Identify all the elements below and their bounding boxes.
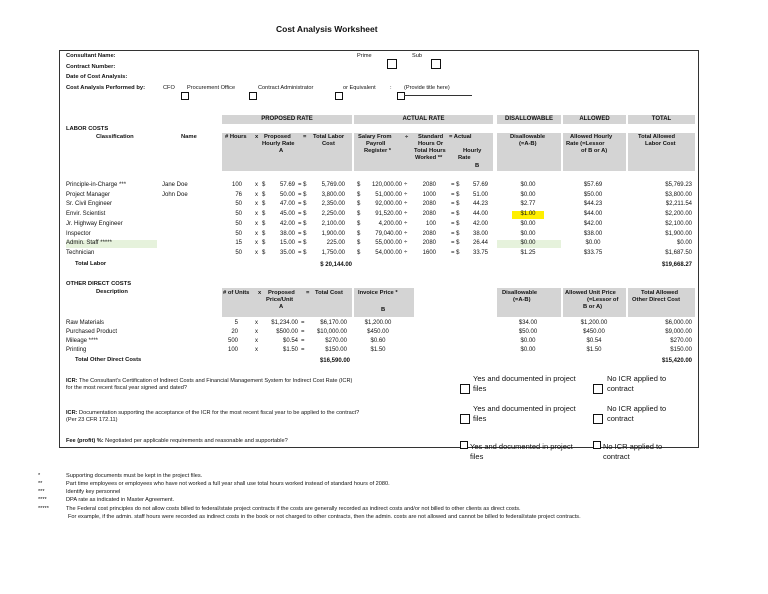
fee-yes-text: Yes and documented in project files xyxy=(470,442,573,461)
odc-x-cell: x xyxy=(255,347,258,353)
fee-no-text: No ICR applied to contract xyxy=(603,442,663,461)
classification-cell: Principle-in-Charge *** xyxy=(66,182,127,188)
odc-allowed-header2: (=Lessor of xyxy=(587,297,619,303)
icr2-no-checkbox[interactable] xyxy=(593,414,603,424)
provide-title-label: (Provide title here) xyxy=(404,85,450,91)
fee-no-label xyxy=(603,441,689,461)
icr-label-1: ICR: xyxy=(66,378,78,384)
fee-no-checkbox[interactable] xyxy=(593,441,601,449)
x-cell: x xyxy=(255,182,258,188)
actual-rate-header: ACTUAL RATE xyxy=(354,115,493,124)
dollar-cell: $ xyxy=(262,221,266,227)
odc-x-header: x xyxy=(258,290,262,296)
total-cell: $2,200.00 xyxy=(665,211,692,217)
odc-x-cell: x xyxy=(255,338,258,344)
div-header: ÷ xyxy=(405,134,409,140)
labor-total-header: Total Allowed xyxy=(638,134,676,140)
contract-admin-label: Contract Administrator xyxy=(258,85,314,91)
dollar-cell: $ xyxy=(262,240,266,246)
allowed-cell: $33.75 xyxy=(583,250,603,256)
actual-header: = Actual xyxy=(449,134,472,140)
std-hours-cell: 1000 xyxy=(422,192,436,198)
date-of-analysis-label: Date of Cost Analysis: xyxy=(66,74,128,80)
classification-cell: Envir. Scientist xyxy=(66,211,106,217)
equivalent-checkbox[interactable] xyxy=(397,92,405,100)
odc-allowed-cell: $0.54 xyxy=(586,338,602,344)
div-cell: ÷ xyxy=(404,221,408,227)
total-cell: $1,687.50 xyxy=(665,250,692,256)
div-cell: ÷ xyxy=(404,182,408,188)
actual-rate-cell: 26.44 xyxy=(472,240,488,246)
dollar-cell: $ xyxy=(262,182,266,188)
odc-proposed-header: Proposed xyxy=(268,290,295,296)
x-cell: x xyxy=(255,201,258,207)
footnote-text: Part time employees or employees who have not worked a full year shall use total hours worked instead of standard hours of 2080. xyxy=(66,481,390,487)
icr1-yes-checkbox[interactable] xyxy=(460,384,470,394)
allowed-cell: $38.00 xyxy=(583,231,603,237)
div-cell: ÷ xyxy=(404,250,408,256)
hours-cell: 50 xyxy=(235,211,242,217)
std-hours-cell: 2080 xyxy=(422,240,436,246)
odc-units-cell: 100 xyxy=(227,347,238,353)
page-title: Cost Analysis Worksheet xyxy=(276,24,378,34)
dollar-cell: $ xyxy=(262,201,266,207)
hours-or-header: Hours Or xyxy=(418,141,444,147)
labor-cost-cell: 2,100.00 xyxy=(321,221,345,227)
equivalent-label: or Equivalent xyxy=(343,85,376,91)
classification-cell: Admin. Staff ***** xyxy=(66,240,112,246)
icr-question-1 xyxy=(66,379,352,385)
fee-label: Fee (profit) %: xyxy=(66,438,104,444)
std-hours-cell: 1600 xyxy=(422,250,436,256)
proposed-rate-cell: 47.00 xyxy=(279,201,295,207)
hours-cell: 50 xyxy=(235,221,242,227)
icr-label-2: ICR: xyxy=(66,410,78,416)
x-cell: x xyxy=(255,221,258,227)
odc-units-cell: 500 xyxy=(227,338,238,344)
total-labor-allowed: $19,668.27 xyxy=(661,262,692,268)
icr-text-2: Documentation supporting the acceptance of the ICR for the most recent fiscal year to be applied to the contract? xyxy=(77,410,360,416)
hours-header: # Hours xyxy=(225,134,247,140)
odc-total-cell: $6,000.00 xyxy=(665,320,692,326)
name-cell: Jane Doe xyxy=(162,182,188,188)
disallowable-cell: $1.00 xyxy=(520,211,536,217)
description-header: Description xyxy=(96,289,128,295)
labor-cost-cell: 2,350.00 xyxy=(321,201,345,207)
standard-header: Standard xyxy=(418,134,444,140)
odc-dis-cell: $0.00 xyxy=(520,347,536,353)
proposed-rate-header: PROPOSED RATE xyxy=(222,115,352,124)
div-cell: ÷ xyxy=(404,231,408,237)
classification-cell: Technician xyxy=(66,250,95,256)
odc-total-cell: $9,000.00 xyxy=(665,329,692,335)
sub-checkbox[interactable] xyxy=(431,59,441,69)
classification-cell: Project Manager xyxy=(66,192,111,198)
salary-header: Salary From xyxy=(358,134,392,140)
footnote-text: Identify key personnel xyxy=(66,489,121,495)
eq-dollar-cell2: = $ xyxy=(451,221,460,227)
div-cell: ÷ xyxy=(404,240,408,246)
proposed-label: Proposed xyxy=(264,134,291,140)
disallowable-cell: $0.00 xyxy=(520,182,536,188)
worked-header: Worked ** xyxy=(415,155,443,161)
disallowable-cell: $0.00 xyxy=(520,221,536,227)
footnote-mark: * xyxy=(38,473,41,479)
x-cell: x xyxy=(255,240,258,246)
salary-dollar-cell: $ xyxy=(357,221,361,227)
classification-cell: Inspector xyxy=(66,231,91,237)
invoice-header: Invoice Price * xyxy=(358,290,398,296)
cost-header: Cost xyxy=(322,141,335,147)
eq-dollar-cell2: = $ xyxy=(451,201,460,207)
odc-description-cell: Mileage **** xyxy=(66,338,99,344)
div-cell: ÷ xyxy=(404,192,408,198)
proposed-rate-cell: 38.00 xyxy=(279,231,295,237)
odc-price-unit-header: Price/Unit xyxy=(266,297,294,303)
odc-description-cell: Printing xyxy=(66,347,87,353)
odc-cost-cell: $10,000.00 xyxy=(316,329,347,335)
salary-dollar-cell: $ xyxy=(357,211,361,217)
odc-invoice-cell: $1.50 xyxy=(370,347,386,353)
icr1-no-checkbox[interactable] xyxy=(593,384,603,394)
hours-cell: 76 xyxy=(235,192,242,198)
labor-cost-cell: 1,900.00 xyxy=(321,231,345,237)
icr2-yes-label xyxy=(473,404,583,425)
total-odc-proposed: $16,590.00 xyxy=(319,358,350,364)
odc-dis-header2: (=A-B) xyxy=(513,297,531,303)
icr2-no-label xyxy=(607,404,689,425)
footnote-mark: ***** xyxy=(38,506,49,512)
procurement-checkbox[interactable] xyxy=(249,92,257,100)
std-hours-cell: 2080 xyxy=(422,182,436,188)
x-cell: x xyxy=(255,192,258,198)
units-header: # of Units xyxy=(223,290,250,296)
odc-price-cell: $500.00 xyxy=(276,329,298,335)
odc-dis-cell: $0.00 xyxy=(520,338,536,344)
odc-total-cell: $150.00 xyxy=(670,347,692,353)
odc-invoice-cell: $1,200.00 xyxy=(364,320,392,326)
salary-cell: 51,000.00 xyxy=(375,192,402,198)
disallowable-cell: $0.00 xyxy=(520,192,536,198)
actual-rate-cell: 51.00 xyxy=(472,192,488,198)
icr-question-1b: for the most recent fiscal year signed and dated? xyxy=(66,385,187,391)
prime-label: Prime xyxy=(357,53,372,59)
salary-cell: 91,520.00 xyxy=(375,211,402,217)
hourly-header: Hourly xyxy=(463,148,482,154)
disallowable-cell: $1.25 xyxy=(520,250,536,256)
labor-cost-cell: 225.00 xyxy=(326,240,345,246)
classification-header: Classification xyxy=(96,134,134,140)
dollar-cell: $ xyxy=(262,231,266,237)
disallowable-cell: $0.00 xyxy=(520,231,536,237)
footnote-mark: ** xyxy=(38,481,43,487)
eq-header: = xyxy=(303,134,307,140)
eq-dollar-cell: = $ xyxy=(298,231,307,237)
labor-allowed-header: Allowed Hourly xyxy=(570,134,613,140)
salary-dollar-cell: $ xyxy=(357,182,361,188)
odc-total-header2: Other Direct Cost xyxy=(632,297,680,303)
icr2-yes-text: Yes and documented in project files xyxy=(473,404,576,423)
labor-allowed-header3: of B or A) xyxy=(581,148,608,154)
cfo-label: CFO xyxy=(163,85,175,91)
salary-dollar-cell: $ xyxy=(357,250,361,256)
fee-question xyxy=(66,439,288,445)
odc-total-cell: $270.00 xyxy=(670,338,692,344)
actual-rate-cell: 44.00 xyxy=(472,211,488,217)
odc-dis-cell: $50.00 xyxy=(518,329,538,335)
register-header: Register * xyxy=(364,148,392,154)
footnote-text: Supporting documents must be kept in the project files. xyxy=(66,473,203,479)
odc-allowed-cell: $1,200.00 xyxy=(580,320,608,326)
labor-cost-cell: 3,800.00 xyxy=(321,192,345,198)
fee-text: Negotiated per applicable requirements and reasonable and supportable? xyxy=(103,438,288,444)
footnote-mark: *** xyxy=(38,489,45,495)
icr2-no-text: No ICR applied to contract xyxy=(607,404,667,423)
icr1-yes-text: Yes and documented in project files xyxy=(473,374,576,393)
procurement-office-label: Procurement Office xyxy=(187,85,236,91)
salary-dollar-cell: $ xyxy=(357,231,361,237)
proposed-rate-cell: 50.00 xyxy=(279,192,295,198)
icr1-no-text: No ICR applied to contract xyxy=(607,374,667,393)
eq-dollar-cell: = $ xyxy=(298,192,307,198)
odc-dis-cell: $34.00 xyxy=(518,320,538,326)
salary-cell: 92,000.00 xyxy=(375,201,402,207)
odc-dis-header: Disallowable xyxy=(502,290,538,296)
icr-question-2b: (Per 23 CFR 172.11) xyxy=(66,417,118,423)
salary-cell: 4,200.00 xyxy=(378,221,402,227)
odc-a-header: A xyxy=(279,304,284,310)
eq-dollar-cell: = $ xyxy=(298,201,307,207)
allowed-cell: $44.23 xyxy=(583,201,603,207)
actual-rate-cell: 57.69 xyxy=(472,182,488,188)
labor-cost-cell: 2,250.00 xyxy=(321,211,345,217)
div-cell: ÷ xyxy=(404,211,408,217)
labor-cost-cell: 1,750.00 xyxy=(321,250,345,256)
eq-dollar-cell2: = $ xyxy=(451,231,460,237)
labor-cost-cell: 5,769.00 xyxy=(321,182,345,188)
allowed-cell: $42.00 xyxy=(583,221,603,227)
x-cell: x xyxy=(255,250,258,256)
odc-heading: OTHER DIRECT COSTS xyxy=(66,281,132,287)
disallowable-header: DISALLOWABLE xyxy=(497,115,561,124)
classification-cell: Jr. Highway Engineer xyxy=(66,221,123,227)
hours-cell: 100 xyxy=(231,182,242,188)
labor-total-header2: Labor Cost xyxy=(645,141,676,147)
odc-allowed-header3: B or A) xyxy=(583,304,603,310)
total-cell: $5,769.23 xyxy=(665,182,692,188)
actual-rate-cell: 42.00 xyxy=(472,221,488,227)
contract-number-label: Contract Number: xyxy=(66,64,116,70)
icr2-yes-checkbox[interactable] xyxy=(460,414,470,424)
odc-units-cell: 20 xyxy=(231,329,238,335)
x-header: x xyxy=(255,134,259,140)
proposed-rate-cell: 45.00 xyxy=(279,211,295,217)
odc-eq-cell: = xyxy=(301,338,305,344)
allowed-cell: $44.00 xyxy=(583,211,603,217)
x-cell: x xyxy=(255,211,258,217)
contract-admin-checkbox[interactable] xyxy=(335,92,343,100)
total-cell: $2,211.54 xyxy=(665,201,692,207)
eq-dollar-cell2: = $ xyxy=(451,250,460,256)
odc-x-cell: x xyxy=(255,320,258,326)
icr-question-2 xyxy=(66,411,359,417)
odc-eq-cell: = xyxy=(301,320,305,326)
total-header: TOTAL xyxy=(628,115,695,124)
odc-allowed-header: Allowed Unit Price xyxy=(565,290,616,296)
rate-header: Rate xyxy=(458,155,471,161)
fee-yes-label xyxy=(470,441,582,461)
name-header: Name xyxy=(181,134,197,140)
hours-cell: 50 xyxy=(235,231,242,237)
odc-cost-cell: $150.00 xyxy=(325,347,347,353)
total-labor-header: Total Labor xyxy=(313,134,345,140)
proposed-hourly-header xyxy=(264,135,291,141)
std-hours-cell: 2080 xyxy=(422,201,436,207)
std-hours-cell: 2080 xyxy=(422,211,436,217)
odc-description-cell: Purchased Product xyxy=(66,329,118,335)
icr1-no-label xyxy=(607,374,689,399)
dollar-cell: $ xyxy=(262,211,266,217)
total-odc-label: Total Other Direct Costs xyxy=(75,357,142,363)
odc-cost-cell: $270.00 xyxy=(325,338,347,344)
name-cell: John Doe xyxy=(162,192,188,198)
allowed-cell: $50.00 xyxy=(583,192,603,198)
icr-text-1: The Consultant's Certification of Indirect Costs and Financial Management System for Indirect Cost Rate (ICR) xyxy=(77,378,353,384)
eq-dollar-cell: = $ xyxy=(298,240,307,246)
fee-yes-checkbox[interactable] xyxy=(460,441,468,449)
proposed-rate-cell: 57.69 xyxy=(279,182,295,188)
odc-eq-cell: = xyxy=(301,347,305,353)
total-labor-label: Total Labor xyxy=(75,261,107,267)
dollar-cell: $ xyxy=(262,192,266,198)
title-underline xyxy=(404,95,472,96)
proposed-rate-cell: 42.00 xyxy=(279,221,295,227)
footnote-text: The Federal cost principles do not allow costs billed to federal/state project contracts if the costs are generally recorded as indirect costs and/or not billed to other clients as direct costs. xyxy=(66,506,521,512)
odc-units-cell: 5 xyxy=(234,320,238,326)
odc-price-cell: $0.54 xyxy=(282,338,298,344)
allowed-cell: $57.69 xyxy=(583,182,603,188)
eq-dollar-cell2: = $ xyxy=(451,211,460,217)
labor-costs-heading: LABOR COSTS xyxy=(66,126,109,132)
salary-dollar-cell: $ xyxy=(357,240,361,246)
consultant-name-label: Consultant Name: xyxy=(66,53,116,59)
odc-invoice-cell: $450.00 xyxy=(367,329,389,335)
allowed-header: ALLOWED xyxy=(563,115,626,124)
eq-dollar-cell: = $ xyxy=(298,221,307,227)
odc-eq-header: = xyxy=(306,290,310,296)
salary-cell: 54,000.00 xyxy=(375,250,402,256)
eq-dollar-cell2: = $ xyxy=(451,192,460,198)
salary-dollar-cell: $ xyxy=(357,201,361,207)
hours-cell: 50 xyxy=(235,201,242,207)
footnote-text: DPA rate as indicated in Master Agreement. xyxy=(66,497,175,503)
odc-allowed-cell: $450.00 xyxy=(583,329,605,335)
actual-rate-cell: 44.23 xyxy=(472,201,488,207)
total-cell: $1,900.00 xyxy=(665,231,692,237)
proposed-rate-cell: 35.00 xyxy=(279,250,295,256)
icr1-yes-label xyxy=(473,374,583,399)
odc-allowed-cell: $1.50 xyxy=(586,347,602,353)
salary-cell: 79,040.00 xyxy=(375,231,402,237)
odc-price-cell: $1,234.00 xyxy=(271,320,298,326)
sub-label: Sub xyxy=(412,53,422,59)
proposed-rate-cell: 15.00 xyxy=(279,240,295,246)
total-odc-allowed: $15,420.00 xyxy=(661,358,692,364)
classification-cell: Sr. Civil Engineer xyxy=(66,201,113,207)
footnote-text: For example, if the admin. staff hours were recorded as indirect costs in the book or not charged to other contracts, then the admin. costs are not allowed and cannot be billed to federal/state project contracts. xyxy=(68,514,581,520)
hours-cell: 50 xyxy=(235,250,242,256)
actual-rate-cell: 33.75 xyxy=(472,250,488,256)
eq-dollar-cell2: = $ xyxy=(451,182,460,188)
odc-total-cost-header: Total Cost xyxy=(315,290,343,296)
labor-allowed-header2: Rate (=Lessor xyxy=(566,141,605,147)
std-hours-cell: 2080 xyxy=(422,231,436,237)
odc-eq-cell: = xyxy=(301,329,305,335)
a-header: A xyxy=(279,148,284,154)
allowed-cell: $0.00 xyxy=(585,240,601,246)
cfo-checkbox[interactable] xyxy=(181,92,189,100)
footnote-mark: **** xyxy=(38,497,47,503)
div-cell: ÷ xyxy=(404,201,408,207)
labor-dis-header: Disallowable xyxy=(510,134,546,140)
hourly-rate-header: Hourly Rate xyxy=(262,141,295,147)
salary-cell: 120,000.00 xyxy=(371,182,402,188)
total-cell: $3,800.00 xyxy=(665,192,692,198)
disallowable-cell: $0.00 xyxy=(520,240,536,246)
odc-x-cell: x xyxy=(255,329,258,335)
odc-b-header: B xyxy=(381,307,386,313)
disallowable-cell: $2.77 xyxy=(520,201,536,207)
eq-dollar-cell: = $ xyxy=(298,250,307,256)
x-cell: x xyxy=(255,231,258,237)
eq-dollar-cell: = $ xyxy=(298,182,307,188)
odc-total-header: Total Allowed xyxy=(641,290,679,296)
actual-rate-cell: 38.00 xyxy=(472,231,488,237)
salary-dollar-cell: $ xyxy=(357,192,361,198)
performed-by-label: Cost Analysis Performed by: xyxy=(66,85,146,91)
odc-price-cell: $1.50 xyxy=(282,347,298,353)
b-header: B xyxy=(475,163,480,169)
total-labor-proposed: $ 20,144.00 xyxy=(320,262,352,268)
prime-checkbox[interactable] xyxy=(387,59,397,69)
hours-cell: 15 xyxy=(235,240,242,246)
odc-description-cell: Raw Materials xyxy=(66,320,105,326)
labor-dis-header2: (=A-B) xyxy=(519,141,537,147)
total-cell: $0.00 xyxy=(676,240,692,246)
std-hours-cell: 100 xyxy=(425,221,436,227)
odc-invoice-cell: $0.60 xyxy=(370,338,386,344)
colon-label: : xyxy=(390,85,392,91)
odc-cost-cell: $6,170.00 xyxy=(320,320,347,326)
eq-dollar-cell: = $ xyxy=(298,211,307,217)
dollar-cell: $ xyxy=(262,250,266,256)
salary-cell: 55,000.00 xyxy=(375,240,402,246)
total-hours-header: Total Hours xyxy=(414,148,446,154)
eq-dollar-cell2: = $ xyxy=(451,240,460,246)
total-cell: $2,100.00 xyxy=(665,221,692,227)
payroll-header: Payroll xyxy=(366,141,386,147)
